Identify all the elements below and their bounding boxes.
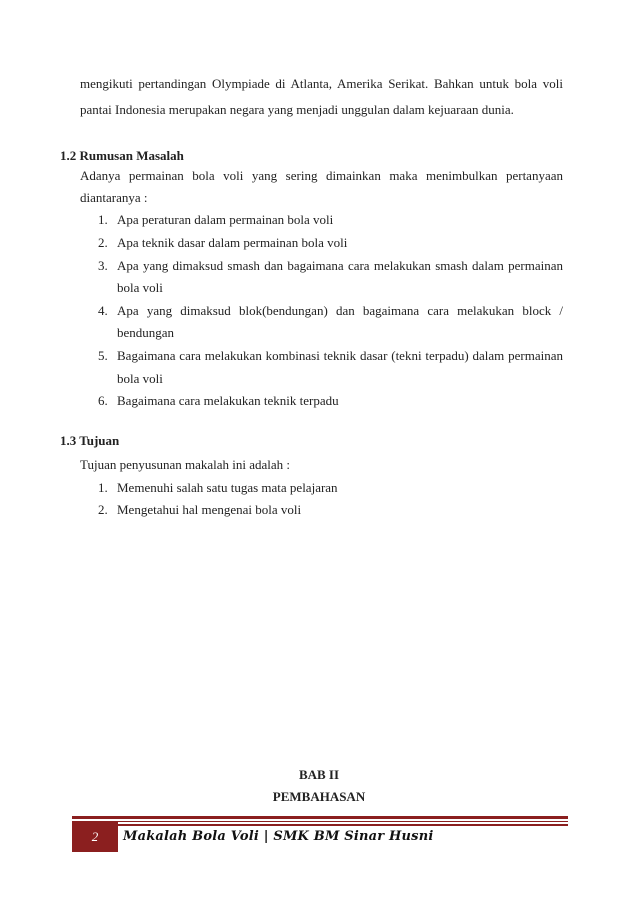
list-item: Bagaimana cara melakukan teknik terpadu: [117, 393, 339, 408]
section-heading-tujuan: 1.3 Tujuan: [60, 433, 120, 448]
list-item-number: 6.: [98, 393, 108, 408]
list-item-number: 3.: [98, 258, 108, 273]
list-item-number: 5.: [98, 348, 108, 363]
chapter-title: BAB II: [298, 767, 340, 782]
list-item: Apa peraturan dalam permainan bola voli: [117, 212, 334, 227]
list-item-continuation: bendungan: [117, 325, 175, 340]
page-number: 2: [72, 822, 118, 852]
tujuan-paragraph: Tujuan penyusunan makalah ini adalah :: [80, 457, 291, 472]
footer-rule-top: [72, 816, 568, 819]
section-heading-rumusan-masalah: 1.2 Rumusan Masalah: [60, 148, 184, 163]
list-item-number: 2.: [98, 235, 108, 250]
footer-rule-thin: [72, 821, 568, 822]
list-item: Apa yang dimaksud smash dan bagaimana cara melakukan smash dalam permainan: [117, 258, 563, 273]
list-item-continuation: bola voli: [117, 280, 163, 295]
rumusan-paragraph-line-1: Adanya permainan bola voli yang sering dimainkan maka menimbulkan pertanyaan: [80, 168, 563, 183]
footer-title: Makalah Bola Voli | SMK BM Sinar Husni: [123, 829, 434, 844]
list-item-number: 4.: [98, 303, 108, 318]
list-item-number: 1.: [98, 212, 108, 227]
list-item-number: 1.: [98, 480, 108, 495]
list-item: Bagaimana cara melakukan kombinasi teknik dasar (tekni terpadu) dalam permainan: [117, 348, 563, 363]
rumusan-paragraph-line-2: diantaranya :: [80, 190, 148, 205]
list-item-number: 2.: [98, 502, 108, 517]
list-item: Memenuhi salah satu tugas mata pelajaran: [117, 480, 338, 495]
chapter-subtitle: PEMBAHASAN: [272, 789, 366, 804]
list-item-continuation: bola voli: [117, 371, 163, 386]
intro-line-1: mengikuti pertandingan Olympiade di Atlanta, Amerika Serikat. Bahkan untuk bola voli: [80, 76, 563, 91]
intro-line-2: pantai Indonesia merupakan negara yang menjadi unggulan dalam kejuaraan dunia.: [80, 102, 514, 117]
footer-rule-bottom: [118, 824, 568, 826]
list-item: Mengetahui hal mengenai bola voli: [117, 502, 302, 517]
list-item: Apa yang dimaksud blok(bendungan) dan bagaimana cara melakukan block /: [117, 303, 563, 318]
list-item: Apa teknik dasar dalam permainan bola voli: [117, 235, 348, 250]
